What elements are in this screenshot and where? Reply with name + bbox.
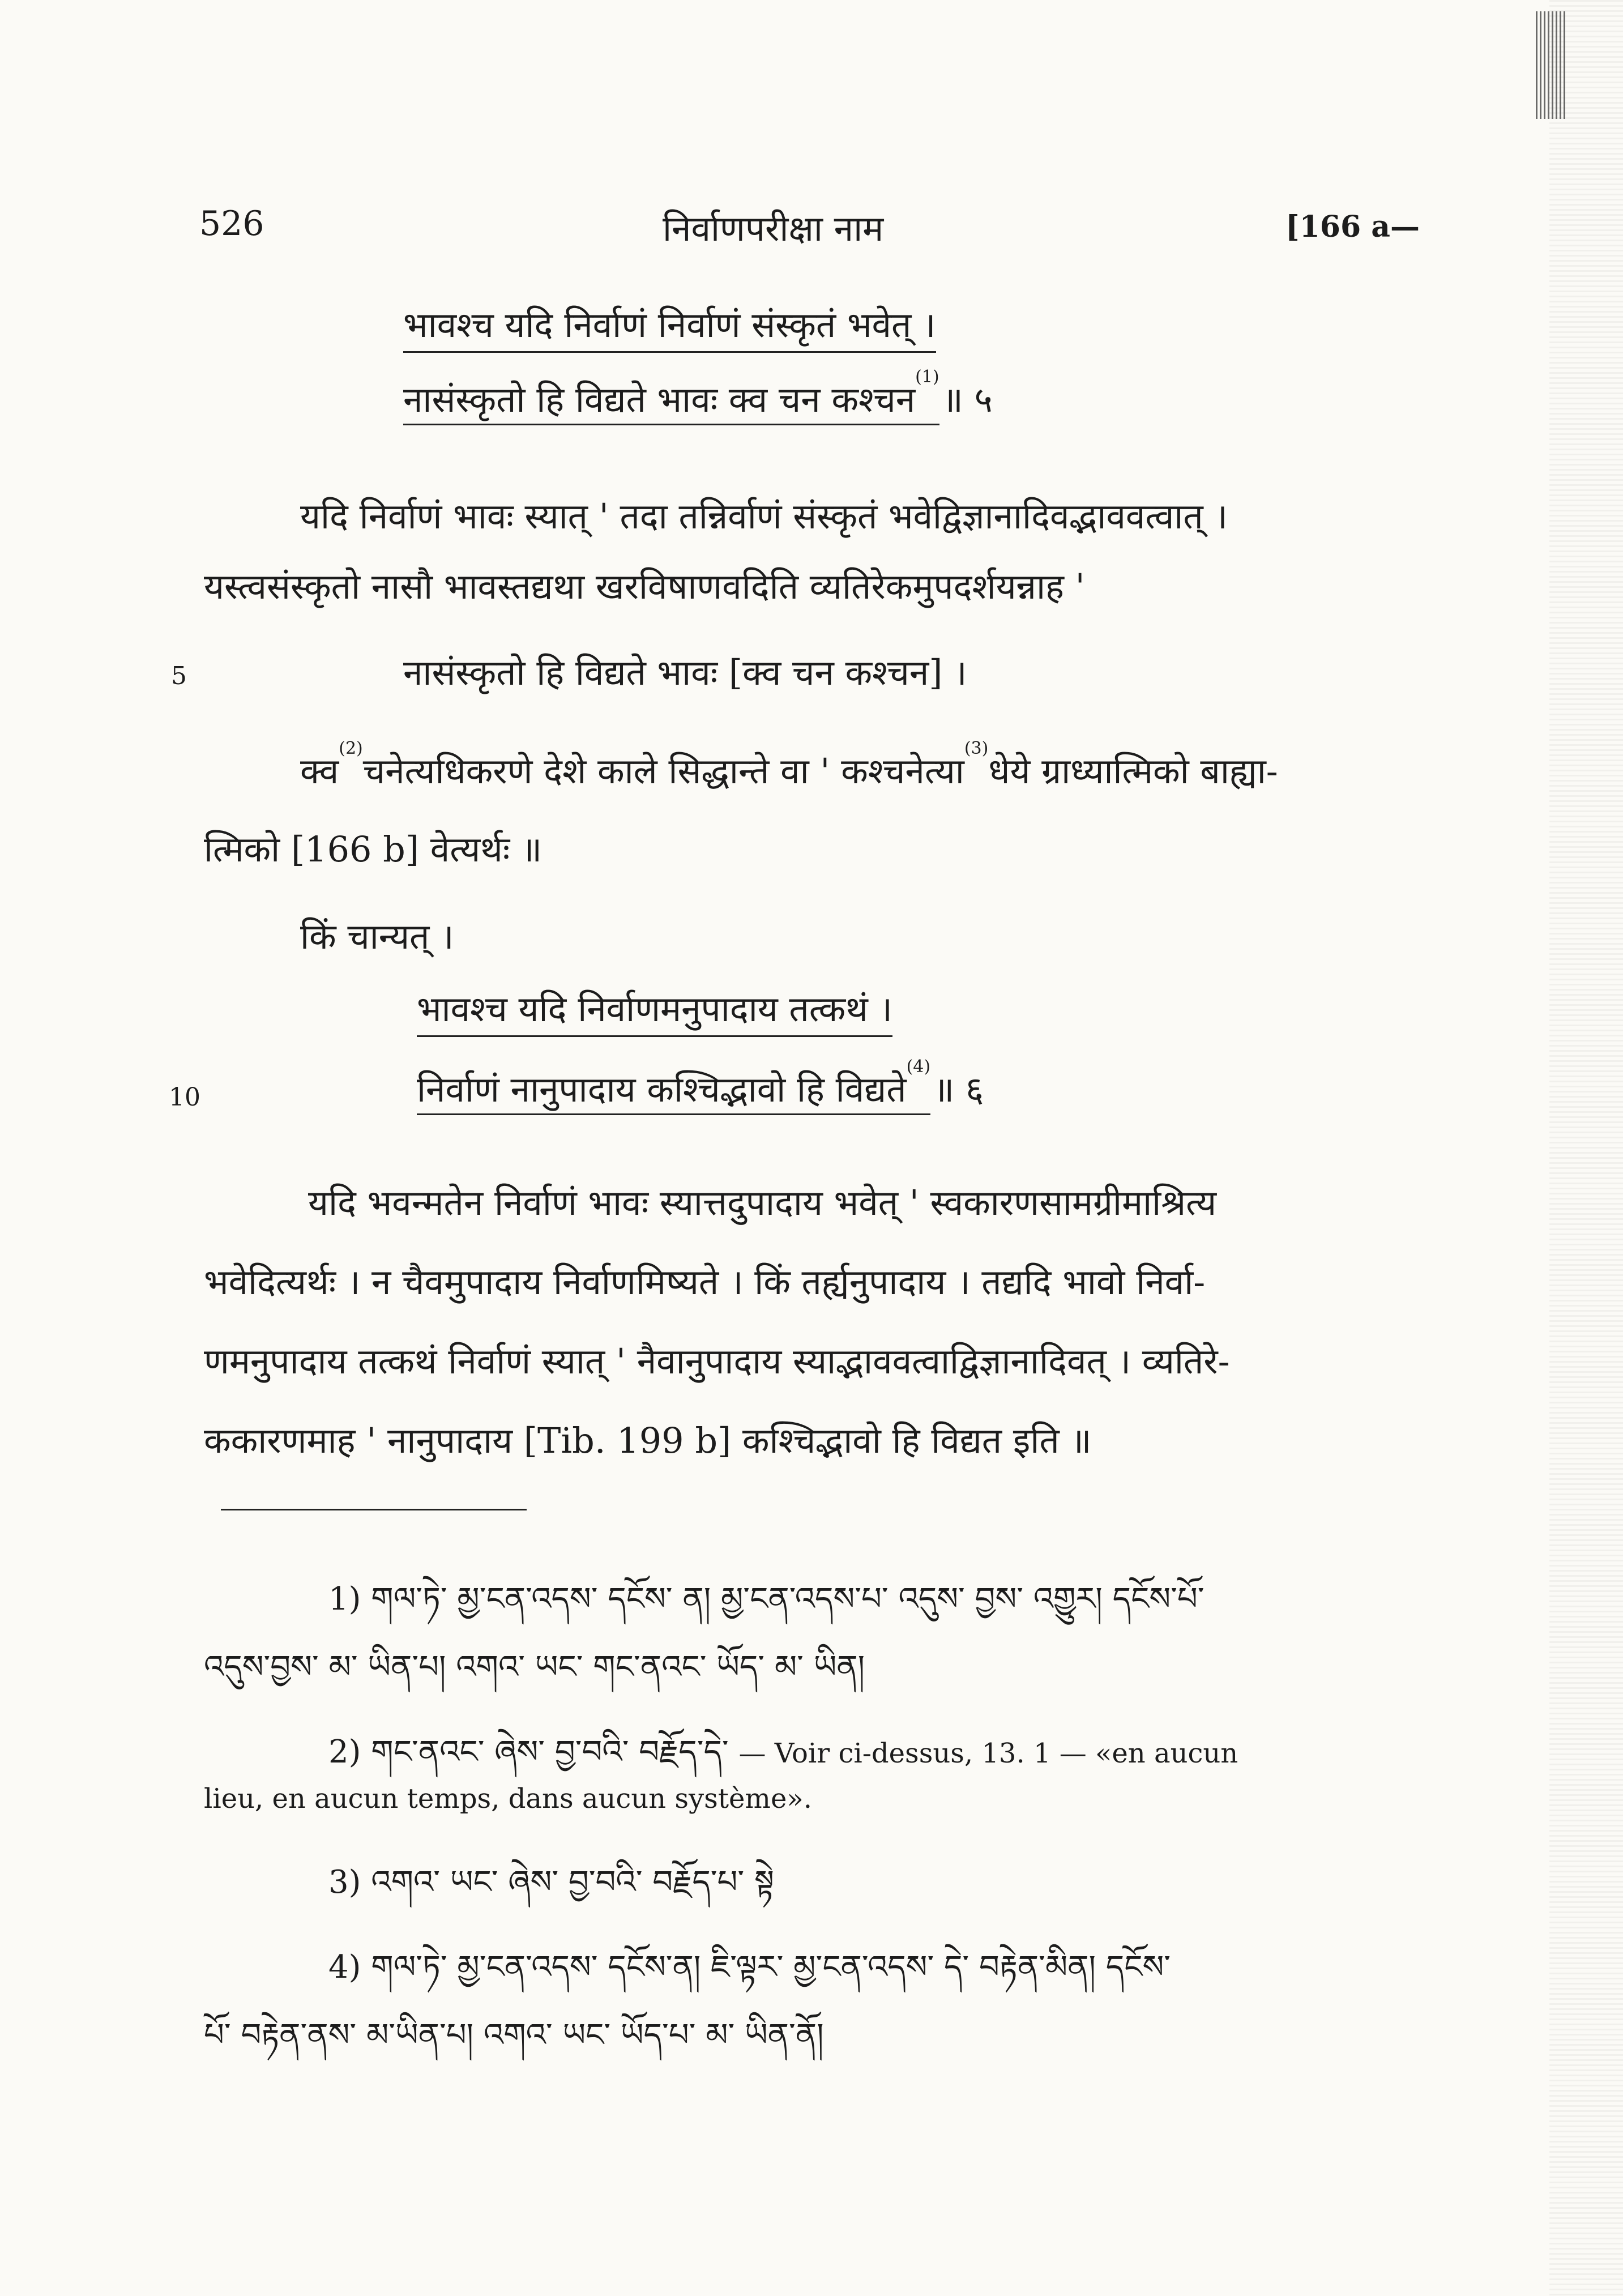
footnote-2-line-2: lieu, en aucun temps, dans aucun système». [204,1783,812,1815]
commentary-2-line-4: ककारणमाह ' नानुपादाय [Tib. 199 b] कश्चिद्भावो हि विद्यत इति ॥ [204,1420,1092,1461]
footnote-3-line-1: 3) འགའ་ ཡང་ ཞེས་ བྱ་བའི་ བརྗོད་པ་ སྟེ [328,1864,774,1901]
footnote-4-line-2: པོ་ བརྟེན་ནས་ མ་ཡིན་པ། འགའ་ ཡང་ ཡོད་པ་ མ་ ཡིན་ནོ། [204,2017,824,2054]
commentary-1-line-2: यस्त्वसंस्कृतो नासौ भावस्तद्यथा खरविषाणवदिति व्यतिरेकमुपदर्शयन्नाह ' [204,566,1085,607]
footnote-marker-3: (3) [964,739,989,758]
footnote-4-line-1: 4) གལ་ཏེ་ མྱ་ངན་འདས་ དངོས་ན། ཇི་ལྟར་ མྱ་ངན་འདས་ དེ་ བརྟེན་མིན། དངོས་ [328,1949,1171,1986]
footnote-4-number: 4) [328,1949,361,1986]
verse-1-line-2: नासंस्कृतो हि विद्यते भावः क्व चन कश्चन$^{(1)}$ [403,379,939,425]
footnote-3-number: 3) [328,1864,361,1901]
line-number-5: 5 [171,662,187,690]
verse-2-line-2-group [417,1057,984,1112]
footnote-2-number: 2) [328,1734,361,1770]
page-number: 526 [199,204,264,244]
commentary-1-line-3: नासंस्कृतो हि विद्यते भावः [क्व चन कश्चन] । [403,652,967,693]
commentary-1-line-5: त्मिको [166 b] वेत्यर्थः ॥ [204,829,543,870]
commentary-2-line-1: यदि भवन्मतेन निर्वाणं भावः स्यात्तदुपादाय भवेत् ' स्वकारणसामग्रीमाश्रित्य [308,1182,1217,1223]
verse-1-number: ॥ ५ [942,379,993,420]
footnote-1-line-1: 1) གལ་ཏེ་ མྱ་ངན་འདས་ དངོས་ ན། མྱ་ངན་འདས་པ་ འདུས་ བྱས་ འགྱུར། དངོས་པོ་ [328,1581,1205,1618]
scan-edge-mark [1536,11,1566,119]
footnote-1-number: 1) [328,1581,361,1618]
commentary-1-line-1: यदि निर्वाणं भावः स्यात् ' तदा तन्निर्वाणं संस्कृतं भवेद्विज्ञानादिवद्भाववत्वात् । [300,496,1228,537]
footnote-1-line-2: འདུས་བྱས་ མ་ ཡིན་པ། འགའ་ ཡང་ གང་ནའང་ ཡོད་ མ་ ཡིན། [204,1649,865,1685]
commentary-1-line-4: क्व$^{(2)}$चनेत्यधिकरणे देशे काले सिद्धान्ते वा ' कश्चनेत्या$^{(3)}$धेये ग्राध्यात्मिको बाह्या- [300,739,1278,792]
commentary-1-line-6: किं चान्यत् । [300,916,454,957]
verse-1-line-1: भावश्च यदि निर्वाणं निर्वाणं संस्कृतं भवेत् । [403,300,936,353]
commentary-2-line-2: भवेदित्यर्थः । न चैवमुपादाय निर्वाणमिष्यते । किं तर्ह्यनुपादाय । तद्यदि भावो निर्वा- [204,1261,1206,1303]
scan-edge-shading [1549,0,1623,2296]
verse-2-number: ॥ ६ [933,1069,984,1110]
verse-1-line-2-group [403,367,993,423]
footnote-separator [221,1509,527,1510]
verse-2-line-1: भावश्च यदि निर्वाणमनुपादाय तत्कथं । [417,984,892,1037]
footnote-marker-1: (1) [915,367,939,387]
footnote-2-line-1: 2) གང་ནའང་ ཞེས་ བྱ་བའི་ བརྗོད་དེ་ — Voir ci-dessus, 13. 1 — «en aucun [328,1734,1238,1770]
running-title: निर्वाणपरीक्षा नाम [663,208,884,249]
verse-2-line-2: निर्वाणं नानुपादाय कश्चिद्भावो हि विद्यते$^{(4)}$ [417,1069,930,1115]
page-reference: [166 a— [1285,210,1420,244]
commentary-2-line-3: णमनुपादाय तत्कथं निर्वाणं स्यात् ' नैवानुपादाय स्याद्भाववत्वाद्विज्ञानादिवत् । व्यतिरे- [204,1341,1230,1382]
footnote-marker-2: (2) [339,739,363,758]
footnote-marker-4: (4) [906,1057,931,1077]
line-number-10: 10 [169,1083,200,1112]
